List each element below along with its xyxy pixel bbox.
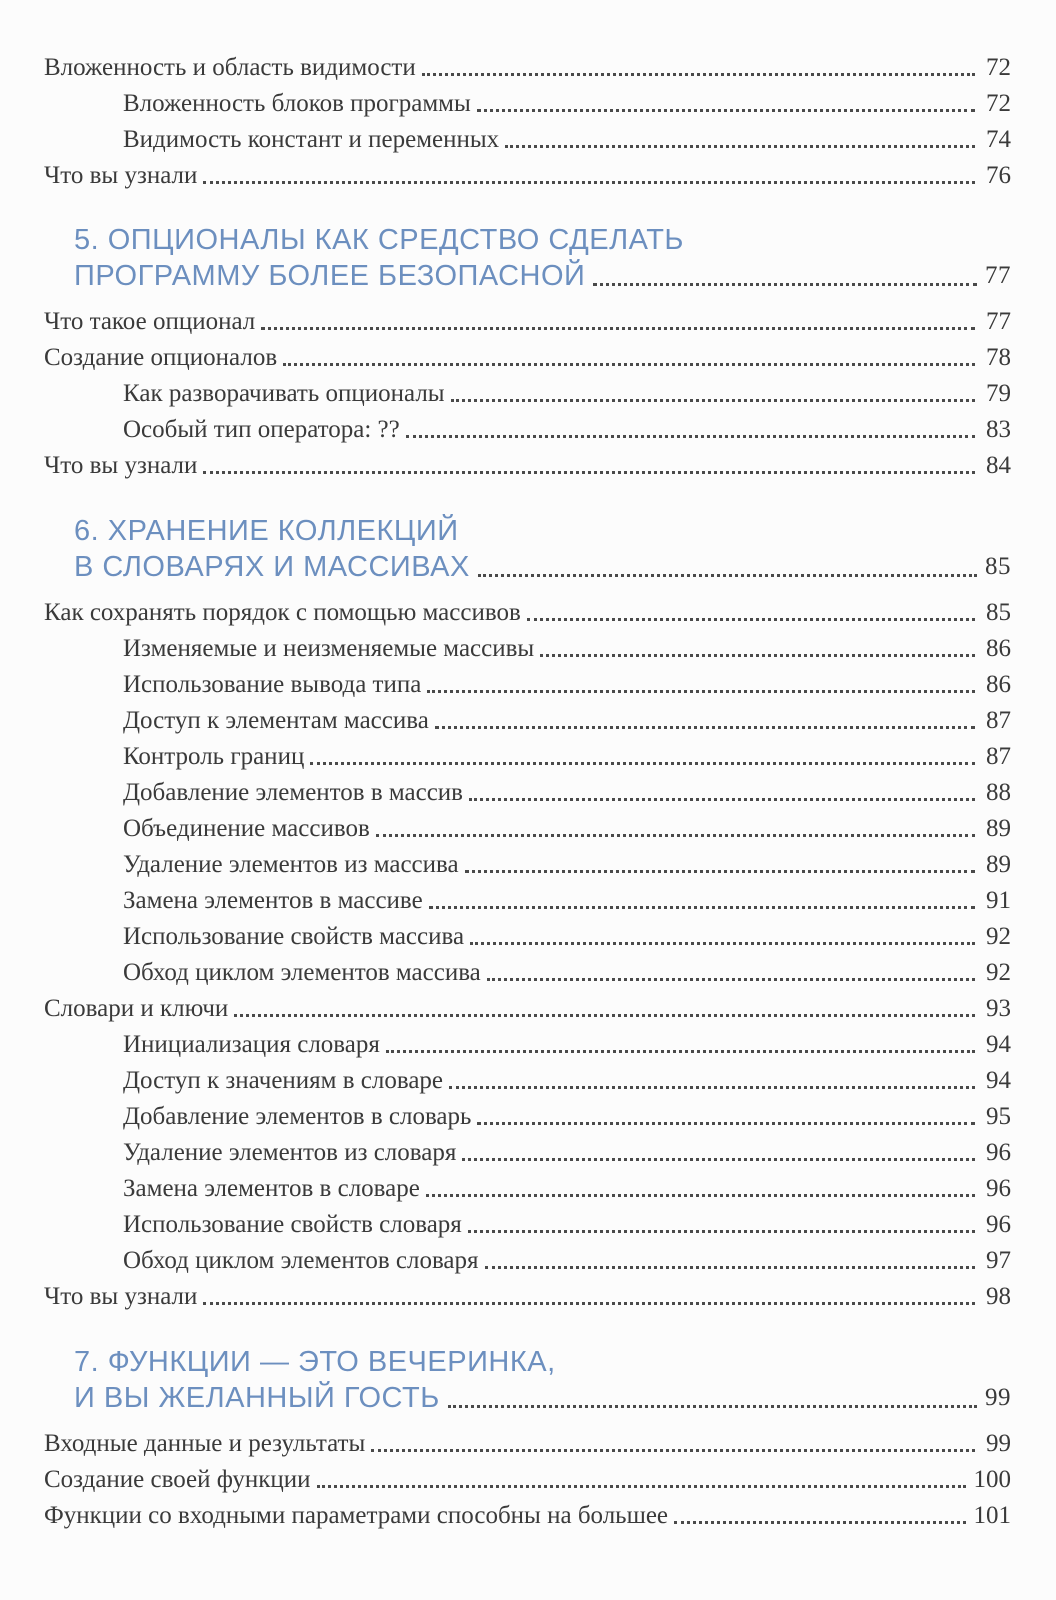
entry-title: Что такое опционал [44,308,256,335]
chapter-title-line2: ПРОГРАММУ БОЛЕЕ БЕЗОПАСНОЙ [74,260,586,292]
page-number: 74 [986,126,1011,153]
page-number: 98 [986,1283,1011,1310]
page-number: 96 [986,1139,1011,1166]
entry-title: Создание своей функции [44,1466,311,1493]
dot-leader [485,1266,975,1269]
entry-title: Что вы узнали [44,452,198,479]
entry-title: Изменяемые и неизменяемые массивы [123,635,535,662]
page-number: 89 [986,815,1011,842]
dot-leader [448,1405,977,1408]
page-number: 95 [986,1103,1011,1130]
page-number: 78 [986,344,1011,371]
dot-leader [469,798,975,801]
toc-entry [44,160,1011,190]
toc-entry [44,1281,1011,1311]
page-number: 77 [986,308,1011,335]
entry-title: Добавление элементов в массив [123,779,463,806]
dot-leader [593,283,977,286]
page-number: 96 [986,1211,1011,1238]
toc-subentry [123,88,1011,118]
page-number: 99 [985,1384,1011,1411]
dot-leader [468,1230,975,1233]
dot-leader [426,1194,975,1197]
dot-leader [462,1158,975,1161]
toc-entry [44,52,1011,82]
page-number: 87 [986,743,1011,770]
toc-subentry [123,414,1011,444]
page-number: 99 [986,1430,1011,1457]
entry-title: Удаление элементов из массива [123,851,459,878]
chapter-title-line2: В СЛОВАРЯХ И МАССИВАХ [74,551,470,583]
entry-title: Обход циклом элементов массива [123,959,481,986]
entry-title: Видимость констант и переменных [123,126,500,153]
page-number: 92 [986,923,1011,950]
toc-entry [44,993,1011,1023]
page-number: 79 [986,380,1011,407]
entry-title: Что вы узнали [44,162,198,189]
entry-title: Как разворачивать опционалы [123,380,445,407]
dot-leader [371,1449,975,1452]
page-number: 76 [986,162,1011,189]
entry-title: Вложенность и область видимости [44,54,416,81]
dot-leader [376,834,975,837]
chapter-heading [74,222,1011,294]
entry-title: Обход циклом элементов словаря [123,1247,479,1274]
entry-title: Создание опционалов [44,344,278,371]
toc-entry [44,450,1011,480]
entry-title: Использование свойств словаря [123,1211,462,1238]
toc-subentry [123,669,1011,699]
toc-subentry [123,1245,1011,1275]
chapter-title-row [74,258,1011,294]
entry-title: Вложенность блоков программы [123,90,471,117]
entry-title: Добавление элементов в словарь [123,1103,472,1130]
dot-leader [487,978,975,981]
chapter-title-row [74,549,1011,585]
chapter-title-line1: 5. ОПЦИОНАЛЫ КАК СРЕДСТВО СДЕЛАТЬ [74,224,684,256]
toc-subentry [123,741,1011,771]
dot-leader [203,1302,975,1305]
entry-title: Контроль границ [123,743,305,770]
dot-leader [234,1014,975,1017]
page-number: 91 [986,887,1011,914]
toc-subentry [123,1065,1011,1095]
dot-leader [449,1086,975,1089]
page-number: 83 [986,416,1011,443]
page-number: 85 [986,599,1011,626]
entry-title: Использование свойств массива [123,923,465,950]
dot-leader [261,327,975,330]
entry-title: Удаление элементов из словаря [123,1139,457,1166]
page-number: 85 [985,553,1011,580]
dot-leader [527,618,975,621]
dot-leader [203,181,975,184]
toc-subentry [123,124,1011,154]
entry-title: Что вы узнали [44,1283,198,1310]
entry-title: Доступ к значениям в словаре [123,1067,444,1094]
toc-subentry [123,1029,1011,1059]
toc-entry [44,342,1011,372]
toc-subentry [123,1173,1011,1203]
toc-subentry [123,813,1011,843]
toc-subentry [123,633,1011,663]
chapter-title-line1: 6. ХРАНЕНИЕ КОЛЛЕКЦИЙ [74,515,459,547]
entry-title: Особый тип оператора: ?? [123,416,400,443]
page-number: 87 [986,707,1011,734]
toc-subentry [123,1209,1011,1239]
toc-subentry [123,378,1011,408]
dot-leader [427,690,975,693]
toc-subentry [123,1101,1011,1131]
dot-leader [540,654,975,657]
dot-leader [465,870,975,873]
dot-leader [283,363,975,366]
toc-entry [44,1500,1011,1530]
toc-subentry [123,849,1011,879]
page-number: 88 [986,779,1011,806]
entry-title: Объединение массивов [123,815,370,842]
chapter-title-row [74,1380,1011,1416]
page-number: 100 [973,1466,1011,1493]
page-number: 97 [986,1247,1011,1274]
page-number: 101 [973,1502,1011,1529]
chapter-title-line2: И ВЫ ЖЕЛАННЫЙ ГОСТЬ [74,1382,440,1414]
dot-leader [478,574,977,577]
toc-subentry [123,777,1011,807]
entry-title: Как сохранять порядок с помощью массивов [44,599,521,626]
toc-entry [44,1464,1011,1494]
entry-title: Входные данные и результаты [44,1430,366,1457]
entry-title: Использование вывода типа [123,671,422,698]
dot-leader [310,762,975,765]
page-number: 84 [986,452,1011,479]
entry-title: Словари и ключи [44,995,229,1022]
chapter-title-line1: 7. ФУНКЦИИ — ЭТО ВЕЧЕРИНКА, [74,1346,556,1378]
dot-leader [477,1122,975,1125]
dot-leader [470,942,975,945]
dot-leader [317,1485,966,1488]
page-number: 72 [986,90,1011,117]
toc-entry [44,597,1011,627]
dot-leader [406,435,975,438]
toc-entry [44,306,1011,336]
chapter-heading [74,1344,1011,1416]
dot-leader [477,109,975,112]
page-number: 94 [986,1067,1011,1094]
chapter-heading [74,513,1011,585]
dot-leader [429,906,975,909]
toc-subentry [123,885,1011,915]
dot-leader [386,1050,975,1053]
entry-title: Инициализация словаря [123,1031,380,1058]
page-number: 86 [986,671,1011,698]
page-number: 72 [986,54,1011,81]
dot-leader [505,145,975,148]
page-number: 77 [985,262,1011,289]
dot-leader [203,471,975,474]
dot-leader [451,399,975,402]
page-number: 96 [986,1175,1011,1202]
entry-title: Доступ к элементам массива [123,707,429,734]
page-number: 86 [986,635,1011,662]
entry-title: Функции со входными параметрами способны на большее [44,1502,669,1529]
page-number: 93 [986,995,1011,1022]
page-number: 92 [986,959,1011,986]
dot-leader [435,726,975,729]
page-number: 89 [986,851,1011,878]
page-number: 94 [986,1031,1011,1058]
toc-subentry [123,957,1011,987]
toc-subentry [123,1137,1011,1167]
entry-title: Замена элементов в словаре [123,1175,420,1202]
entry-title: Замена элементов в массиве [123,887,423,914]
toc-subentry [123,921,1011,951]
toc-entry [44,1428,1011,1458]
dot-leader [422,73,975,76]
dot-leader [674,1521,965,1524]
toc-subentry [123,705,1011,735]
